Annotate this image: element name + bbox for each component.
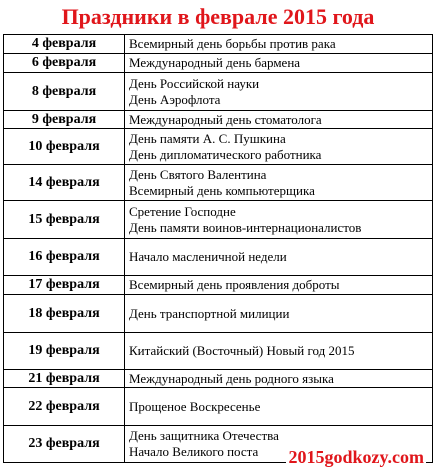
events-cell — [125, 111, 433, 129]
events-cell — [125, 276, 433, 295]
date-cell: 21 февраля — [4, 370, 125, 388]
date-cell: 19 февраля — [4, 333, 125, 370]
holidays-table-body — [4, 35, 433, 463]
event-text: День транспортной милиции — [129, 305, 290, 321]
event-text: День памяти А. С. Пушкина — [129, 130, 286, 146]
events-cell — [125, 35, 433, 54]
events-cell — [125, 201, 433, 239]
event-text: Начало масленичной недели — [129, 249, 287, 264]
event-text: Сретение Господне — [129, 203, 236, 219]
event-text: День памяти воинов-интернационалистов — [129, 219, 362, 235]
page-title: Праздники в феврале 2015 года — [61, 4, 375, 29]
event-text: День дипломатического работника — [129, 146, 322, 162]
table-row — [4, 333, 433, 370]
table-row — [4, 111, 433, 129]
events-cell — [125, 129, 433, 165]
table-row — [4, 388, 433, 426]
events-cell — [125, 388, 433, 426]
date-cell: 9 февраля — [4, 111, 125, 129]
site-watermark: 2015godkozy.com — [288, 447, 424, 467]
event-text: Всемирный день компьютерщика — [129, 182, 315, 198]
table-row — [4, 295, 433, 333]
date-cell: 14 февраля — [4, 165, 125, 201]
events-cell — [125, 73, 433, 111]
date-cell: 17 февраля — [4, 276, 125, 295]
event-text: Международный день стоматолога — [129, 111, 322, 127]
table-row — [4, 370, 433, 388]
event-text: Всемирный день борьбы против рака — [129, 36, 336, 51]
table-row — [4, 165, 433, 201]
table-row — [4, 129, 433, 165]
event-text: Китайский (Восточный) Новый год 2015 — [129, 343, 355, 358]
date-cell: 22 февраля — [4, 388, 125, 426]
events-cell — [125, 370, 433, 388]
date-cell: 10 февраля — [4, 129, 125, 165]
table-row — [4, 54, 433, 73]
event-text: Всемирный день проявления доброты — [129, 277, 340, 292]
events-cell — [125, 333, 433, 370]
table-row — [4, 35, 433, 54]
date-cell: 4 февраля — [4, 35, 125, 54]
table-row — [4, 201, 433, 239]
events-cell — [125, 239, 433, 276]
event-text: Международный день родного языка — [129, 370, 334, 386]
table-row — [4, 73, 433, 111]
event-text: День Аэрофлота — [129, 91, 221, 107]
event-text: Начало Великого поста — [129, 444, 259, 459]
date-cell: 6 февраля — [4, 54, 125, 73]
event-text: Международный день бармена — [129, 55, 301, 70]
date-cell: 18 февраля — [4, 295, 125, 333]
table-row — [4, 276, 433, 295]
holidays-table — [3, 34, 433, 463]
date-cell: 15 февраля — [4, 201, 125, 239]
event-text: День Святого Валентина — [129, 166, 267, 182]
event-text: Прощеное Воскресенье — [129, 398, 261, 414]
events-cell — [125, 295, 433, 333]
event-text: День Российской науки — [129, 75, 260, 91]
date-cell: 23 февраля — [4, 426, 125, 463]
events-cell — [125, 54, 433, 73]
date-cell: 16 февраля — [4, 239, 125, 276]
date-cell: 8 февраля — [4, 73, 125, 111]
event-text: День защитника Отечества — [129, 428, 279, 443]
table-row — [4, 239, 433, 276]
events-cell — [125, 165, 433, 201]
